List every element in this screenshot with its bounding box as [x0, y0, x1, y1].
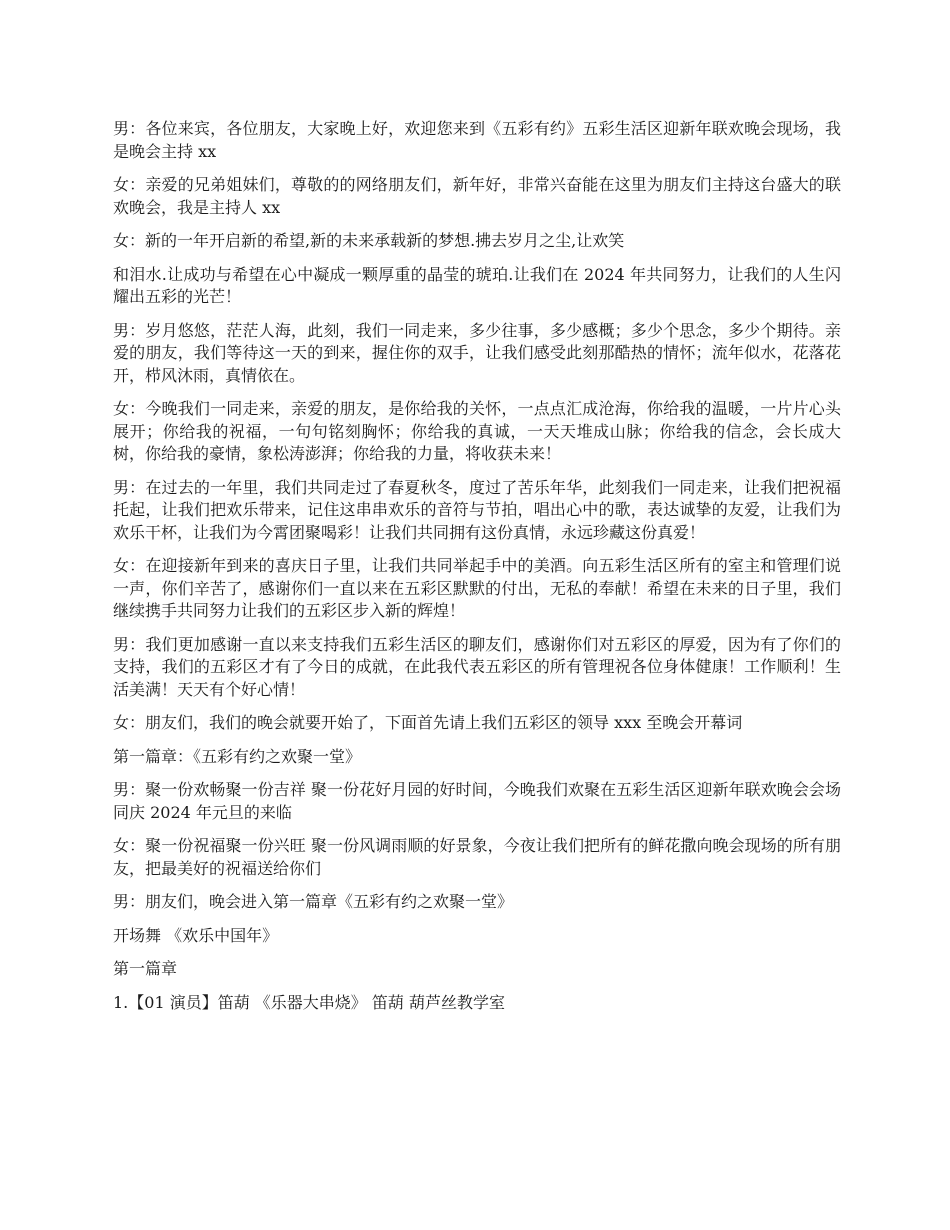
paragraph-host-male-opening: 男：各位来宾，各位朋友，大家晚上好，欢迎您来到《五彩有约》五彩生活区迎新年联欢晚会现场，我是晚会主持 xx — [113, 119, 841, 161]
paragraph-gather-blessing: 女：聚一份祝福聚一份兴旺 聚一份风调雨顺的好景象，今夜让我们把所有的鲜花撒向晚会现场的所有朋友，把最美好的祝福送给你们 — [113, 836, 841, 878]
paragraph-past-year: 男：在过去的一年里，我们共同走过了春夏秋冬，度过了苦乐年华，此刻我们一同走来，让我们把祝福托起，让我们把欢乐带来，记住这串串欢乐的音符与节拍，唱出心中的歌，表达诚挚的友爱，让我们为欢乐干杯，让我们为今霄团聚喝彩！让我们共同拥有这份真情，永远珍藏这份真爱！ — [113, 477, 841, 542]
paragraph-enter-chapter-one: 男：朋友们，晚会进入第一篇章《五彩有约之欢聚一堂》 — [113, 892, 514, 911]
paragraph-program-item-1: 1.【01 演员】笛葫 《乐器大串烧》 笛葫 葫芦丝教学室 — [113, 992, 505, 1012]
paragraph-tonight-together: 女：今晚我们一同走来，亲爱的朋友，是你给我的关怀，一点点汇成沧海，你给我的温暖，一片片心头展开；你给我的祝福，一句句铭刻胸怀；你给我的真诚，一天天堆成山脉；你给我的信念，会长成大树，你给我的豪情，象松涛澎湃；你给我的力量，将收获未来！ — [113, 399, 841, 463]
paragraph-chapter-one-title: 第一篇章：《五彩有约之欢聚一堂》 — [113, 746, 362, 766]
paragraph-opening-dance: 开场舞 《欢乐中国年》 — [113, 925, 279, 945]
paragraph-toast: 女：在迎接新年到来的喜庆日子里，让我们共同举起手中的美酒。向五彩生活区所有的室主和管理们说一声，你们辛苦了，感谢你们一直以来在五彩区默默的付出，无私的奉献！希望在未来的日子里，我们继续携手共同努力让我们的五彩区步入新的辉煌！ — [113, 556, 841, 620]
paragraph-gather-joy: 男：聚一份欢畅聚一份吉祥 聚一份花好月园的好时间，今晚我们欢聚在五彩生活区迎新年联欢晚会会场同庆 2024 年元旦的来临 — [113, 780, 841, 822]
paragraph-opening-speech: 女：朋友们，我们的晚会就要开始了，下面首先请上我们五彩区的领导 xxx 至晚会开幕词 — [113, 713, 743, 732]
paragraph-amber-2024: 和泪水.让成功与希望在心中凝成一颗厚重的晶莹的琥珀.让我们在 2024 年共同努力，让我们的人生闪耀出五彩的光芒！ — [113, 264, 841, 306]
paragraph-new-year-hope: 女：新的一年开启新的希望,新的未来承载新的梦想.拂去岁月之尘,让欢笑 — [113, 231, 625, 250]
paragraph-host-female-opening: 女：亲爱的兄弟姐妹们，尊敬的的网络朋友们，新年好，非常兴奋能在这里为朋友们主持这台盛大的联欢晚会，我是主持人 xx — [113, 175, 841, 217]
paragraph-thanks: 男：我们更加感谢一直以来支持我们五彩生活区的聊友们，感谢你们对五彩区的厚爱，因为有了你们的支持，我们的五彩区才有了今日的成就，在此我代表五彩区的所有管理祝各位身体健康！工作顺利！生活美满！天天有个好心情！ — [113, 634, 841, 699]
document-page — [113, 118, 841, 1025]
paragraph-chapter-one: 第一篇章 — [113, 959, 178, 978]
paragraph-years-pass: 男：岁月悠悠，茫茫人海，此刻，我们一同走来，多少往事，多少感概；多少个思念，多少个期待。亲爱的朋友，我们等待这一天的到来，握住你的双手，让我们感受此刻那酷热的情怀；流年似水，花落花开，栉风沐雨，真情依在。 — [113, 320, 841, 385]
